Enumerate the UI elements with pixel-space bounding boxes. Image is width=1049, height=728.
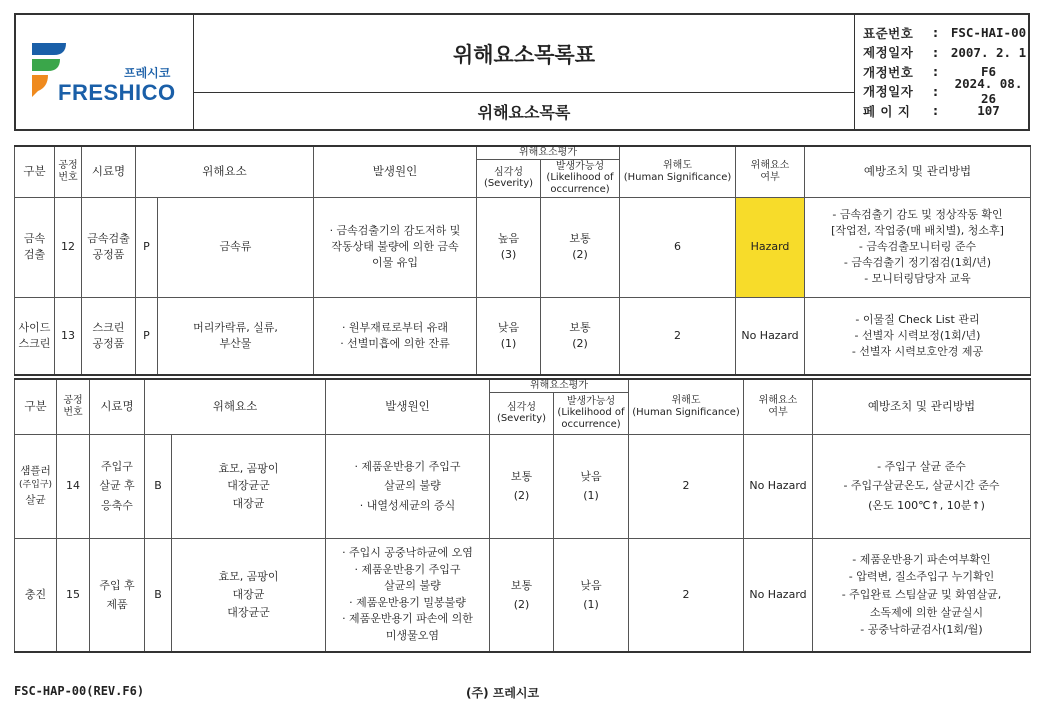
cell-management: - 제품운반용기 파손여부확인 - 압력변, 질소주입구 누기확인 - 주입완료 스팀살균 및 화염살균, 소독제에 의한 살균실시 - 공중낙하균검사(1회/월) — [813, 538, 1031, 652]
col-header-hazard: 위해요소 — [145, 379, 326, 434]
hazard-list-table-2 — [14, 378, 1031, 653]
col-header-process-no: 공정 번호 — [57, 379, 90, 434]
cell-hazard-type: P — [136, 197, 158, 297]
meta-value: 2024. 08. 26 — [954, 76, 1023, 107]
meta-label: 개정일자 — [863, 84, 914, 100]
table-row — [15, 197, 1031, 297]
meta-colon: : — [933, 64, 938, 80]
cell-process-no: 12 — [55, 197, 82, 297]
cell-management: - 주입구 살균 준수 - 주입구살균온도, 살균시간 준수 (온도 100℃↑, 10분↑) — [813, 434, 1031, 538]
document-subtitle: 위해요소목록 — [477, 102, 571, 122]
cell-cause: · 주입시 공중낙하균에 오염 · 제품운반용기 주입구 살균의 불량 · 제품운반용기 밀봉불량 · 제품운반용기 파손에 의한 미생물오염 — [326, 538, 490, 652]
cell-cause: · 원부재료로부터 유래 · 선별미흡에 의한 잔류 — [314, 297, 477, 375]
meta-value: 107 — [977, 103, 1000, 119]
meta-label: 표준번호 — [863, 25, 914, 41]
cell-category: 사이드 스크린 — [15, 297, 55, 375]
cell-sample: 주입 후 제품 — [90, 538, 145, 652]
cell-hazard-yn: No Hazard — [736, 297, 805, 375]
cell-likelihood: 낮음 (1) — [554, 538, 629, 652]
cell-hazard-type: P — [136, 297, 158, 375]
table-row — [15, 297, 1031, 375]
cell-management: - 금속검출기 감도 및 정상작동 확인 [작업전, 작업중(매 배치별), 청소후] - 금속검출모니터링 준수 - 금속검출기 정기점검(1회/년) - 모니터링담당자 교육 — [805, 197, 1031, 297]
meta-value: 2007. 2. 1 — [950, 44, 1027, 60]
cell-significance: 2 — [629, 434, 744, 538]
document-header — [14, 13, 1030, 131]
brand-name-english: FRESHICO — [58, 80, 176, 105]
cell-hazard: 머리카락류, 실류, 부산물 — [158, 297, 314, 375]
cell-significance: 6 — [620, 197, 736, 297]
table-row — [15, 538, 1031, 652]
cell-hazard: 효모, 곰팡이 대장균 대장균군 — [172, 538, 326, 652]
cell-process-no: 15 — [57, 538, 90, 652]
meta-label: 개정번호 — [863, 64, 914, 80]
col-header-likelihood: 발생가능성 (Likelihood of occurrence) — [554, 392, 629, 434]
cell-significance: 2 — [620, 297, 736, 375]
meta-colon: : — [933, 25, 938, 41]
cell-process-no: 13 — [55, 297, 82, 375]
cell-hazard-yn: No Hazard — [744, 538, 813, 652]
hazard-list-table-1 — [14, 145, 1031, 376]
cell-severity: 높음 (3) — [477, 197, 541, 297]
cell-process-no: 14 — [57, 434, 90, 538]
cell-sample: 스크린 공정품 — [82, 297, 136, 375]
col-header-evaluation: 위해요소평가 — [477, 146, 620, 159]
footer-doc-code: FSC-HAP-00(REV.F6) — [14, 684, 145, 698]
title-cell — [194, 15, 855, 129]
cell-significance: 2 — [629, 538, 744, 652]
col-header-management: 예방조치 및 관리방법 — [813, 379, 1031, 434]
meta-colon: : — [933, 103, 938, 119]
cell-sample: 주입구 살균 후 응축수 — [90, 434, 145, 538]
col-header-sample: 시료명 — [90, 379, 145, 434]
col-header-likelihood: 발생가능성 (Likelihood of occurrence) — [541, 159, 620, 197]
meta-value: FSC-HAI-00 — [950, 25, 1027, 41]
document-meta — [855, 15, 1030, 129]
document-title: 위해요소목록표 — [194, 15, 854, 93]
cell-category: 금속 검출 — [15, 197, 55, 297]
footer-company: (주) 프레시코 — [466, 686, 540, 700]
cell-hazard-yn: Hazard — [736, 197, 805, 297]
cell-category: 충진 — [15, 538, 57, 652]
meta-row — [863, 43, 1030, 63]
cell-hazard: 금속류 — [158, 197, 314, 297]
cell-likelihood: 보통 (2) — [541, 297, 620, 375]
col-header-hazard-yn: 위해요소 여부 — [736, 146, 805, 197]
col-header-category: 구분 — [15, 146, 55, 197]
meta-row — [863, 101, 1030, 121]
brand-name-korean: 프레시코 — [124, 66, 171, 80]
meta-row — [863, 23, 1030, 43]
cell-hazard: 효모, 곰팡이 대장균군 대장균 — [172, 434, 326, 538]
table-row — [15, 434, 1031, 538]
meta-row — [863, 76, 1030, 107]
col-header-cause: 발생원인 — [326, 379, 490, 434]
cell-cause: · 금속검출기의 감도저하 및 작동상태 불량에 의한 금속 이물 유입 — [314, 197, 477, 297]
cell-sample: 금속검출 공정품 — [82, 197, 136, 297]
cell-likelihood: 보통 (2) — [541, 197, 620, 297]
meta-value: F6 — [980, 64, 997, 80]
cell-hazard-type: B — [145, 538, 172, 652]
cell-severity: 낮음 (1) — [477, 297, 541, 375]
cell-management: - 이물질 Check List 관리 - 선별자 시력보정(1회/년) - 선별자 시력보호안경 제공 — [805, 297, 1031, 375]
cell-hazard-type: B — [145, 434, 172, 538]
cell-cause: · 제품운반용기 주입구 살균의 불량 · 내열성세균의 증식 — [326, 434, 490, 538]
meta-colon: : — [933, 44, 938, 60]
col-header-cause: 발생원인 — [314, 146, 477, 197]
meta-label: 제정일자 — [863, 45, 914, 61]
col-header-evaluation: 위해요소평가 — [490, 379, 629, 392]
cell-likelihood: 낮음 (1) — [554, 434, 629, 538]
col-header-significance: 위해도 (Human Significance) — [629, 379, 744, 434]
col-header-sample: 시료명 — [82, 146, 136, 197]
company-logo-cell — [16, 15, 194, 129]
col-header-process-no: 공정 번호 — [55, 146, 82, 197]
meta-label: 페 이 지 — [863, 103, 911, 119]
cell-category: 샘플러 (주입구) 살균 — [15, 434, 57, 538]
col-header-significance: 위해도 (Human Significance) — [620, 146, 736, 197]
col-header-management: 예방조치 및 관리방법 — [805, 146, 1031, 197]
col-header-category: 구분 — [15, 379, 57, 434]
cell-severity: 보통 (2) — [490, 538, 554, 652]
cell-severity: 보통 (2) — [490, 434, 554, 538]
meta-colon: : — [933, 83, 938, 99]
col-header-hazard-yn: 위해요소 여부 — [744, 379, 813, 434]
col-header-severity: 심각성 (Severity) — [490, 392, 554, 434]
col-header-severity: 심각성 (Severity) — [477, 159, 541, 197]
col-header-hazard: 위해요소 — [136, 146, 314, 197]
cell-hazard-yn: No Hazard — [744, 434, 813, 538]
